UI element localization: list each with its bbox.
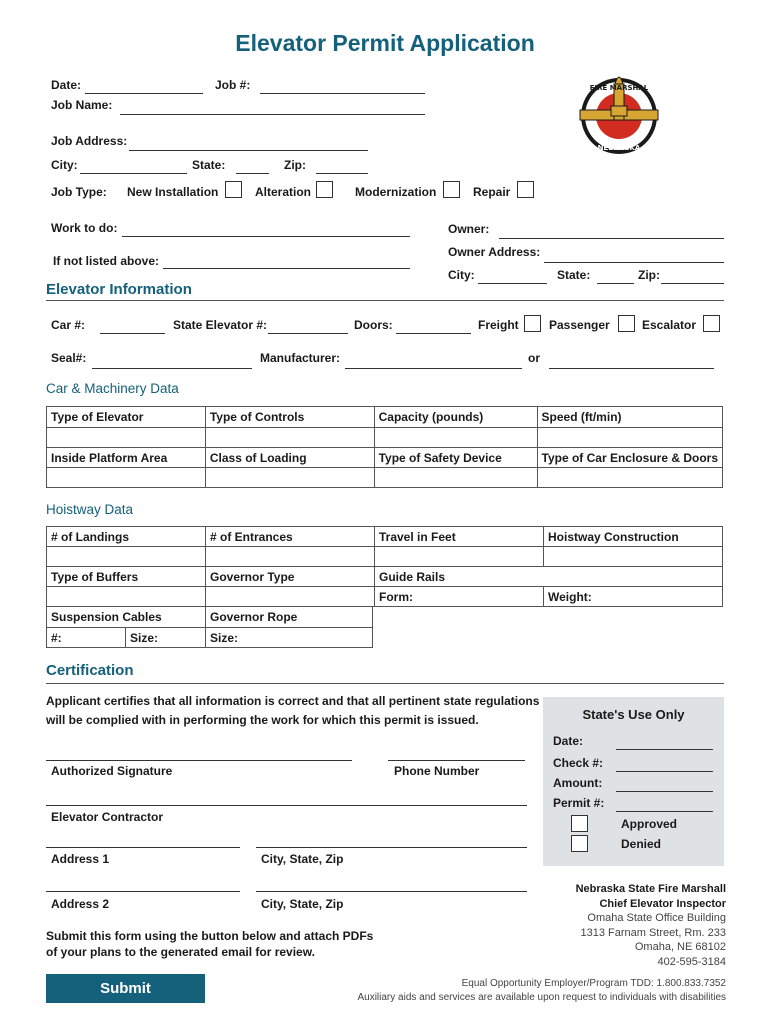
state-date-field[interactable] xyxy=(616,749,713,750)
alteration-checkbox[interactable] xyxy=(316,181,333,198)
certification-statement-line2: will be complied with in performing the work for which this permit is issued. xyxy=(46,713,479,727)
suspension-table xyxy=(46,606,373,648)
state-use-panel xyxy=(543,697,724,866)
doors-field[interactable] xyxy=(396,333,471,334)
state-elevator-label: State Elevator #: xyxy=(173,318,268,332)
type-of-elevator-input[interactable] xyxy=(47,428,206,448)
cables-size-label[interactable]: Size: xyxy=(126,628,206,648)
escalator-label: Escalator xyxy=(642,318,697,332)
footer-line2: Auxiliary aids and services are available upon request to individuals with disabilities xyxy=(357,992,726,1003)
owner-field[interactable] xyxy=(499,238,724,239)
elevator-information-heading: Elevator Information xyxy=(46,281,192,298)
owner-zip-field[interactable] xyxy=(661,283,724,284)
phone-number-label: Phone Number xyxy=(394,764,480,778)
guide-rails-label: Guide Rails xyxy=(375,567,723,587)
amount-label: Amount: xyxy=(553,776,603,790)
cables-number-label[interactable]: #: xyxy=(47,628,126,648)
car-machinery-heading: Car & Machinery Data xyxy=(46,381,179,396)
section-divider xyxy=(46,300,724,301)
permit-number-label: Permit #: xyxy=(553,796,605,810)
travel-in-feet-label: Travel in Feet xyxy=(375,527,544,547)
state-label: State: xyxy=(192,158,226,172)
address2-field[interactable] xyxy=(46,891,240,892)
owner-city-label: City: xyxy=(448,268,475,282)
certification-statement-line1: Applicant certifies that all information is correct and that all pertinent state regulations xyxy=(46,694,540,708)
if-not-listed-field[interactable] xyxy=(163,268,410,269)
landings-input[interactable] xyxy=(47,547,206,567)
hoistway-construction-label: Hoistway Construction xyxy=(544,527,723,547)
form-label[interactable]: Form: xyxy=(375,587,544,607)
submit-button[interactable]: Submit xyxy=(46,974,205,1003)
car-number-label: Car #: xyxy=(51,318,86,332)
phone-number-field[interactable] xyxy=(388,760,525,761)
state-elevator-field[interactable] xyxy=(268,333,348,334)
job-name-label: Job Name: xyxy=(51,98,113,112)
doors-label: Doors: xyxy=(354,318,393,332)
check-number-label: Check #: xyxy=(553,756,604,770)
approved-checkbox[interactable] xyxy=(571,815,588,832)
governor-type-input[interactable] xyxy=(206,587,375,607)
owner-label: Owner: xyxy=(448,222,490,236)
owner-city-field[interactable] xyxy=(478,283,547,284)
owner-zip-label: Zip: xyxy=(638,268,660,282)
type-of-controls-input[interactable] xyxy=(205,428,374,448)
contact-block xyxy=(426,882,726,969)
address1-field[interactable] xyxy=(46,847,240,848)
travel-in-feet-input[interactable] xyxy=(375,547,544,567)
job-address-field[interactable] xyxy=(129,150,368,151)
contact-org: Nebraska State Fire Marshall xyxy=(575,883,726,895)
new-installation-checkbox[interactable] xyxy=(225,181,242,198)
city-field[interactable] xyxy=(80,173,187,174)
repair-checkbox[interactable] xyxy=(517,181,534,198)
seal-number-field[interactable] xyxy=(92,368,252,369)
governor-type-label: Governor Type xyxy=(206,567,375,587)
type-of-buffers-input[interactable] xyxy=(47,587,206,607)
state-use-heading: State's Use Only xyxy=(582,707,685,722)
hoistway-construction-input[interactable] xyxy=(544,547,723,567)
manufacturer-alt-field[interactable] xyxy=(549,368,714,369)
landings-label: # of Landings xyxy=(47,527,206,547)
type-of-elevator-label: Type of Elevator xyxy=(47,407,206,428)
entrances-label: # of Entrances xyxy=(206,527,375,547)
freight-label: Freight xyxy=(478,318,519,332)
contact-building: Omaha State Office Building xyxy=(587,912,726,924)
rope-size-label[interactable]: Size: xyxy=(206,628,373,648)
city-state-zip1-label: City, State, Zip xyxy=(261,852,344,866)
new-installation-label: New Installation xyxy=(127,185,219,199)
or-label: or xyxy=(528,351,540,365)
work-to-do-field[interactable] xyxy=(122,236,410,237)
check-number-field[interactable] xyxy=(616,771,713,772)
contact-phone: 402-595-3184 xyxy=(657,955,726,968)
work-to-do-label: Work to do: xyxy=(51,221,118,235)
capacity-label: Capacity (pounds) xyxy=(374,407,537,428)
state-date-label: Date: xyxy=(553,734,584,748)
submit-note-line2: of your plans to the generated email for review. xyxy=(46,945,315,959)
governor-rope-label: Governor Rope xyxy=(206,607,373,628)
car-enclosure-label: Type of Car Enclosure & Doors xyxy=(537,448,722,468)
type-of-buffers-label: Type of Buffers xyxy=(47,567,206,587)
passenger-checkbox[interactable] xyxy=(618,315,635,332)
speed-label: Speed (ft/min) xyxy=(537,407,722,428)
denied-checkbox[interactable] xyxy=(571,835,588,852)
type-of-safety-device-label: Type of Safety Device xyxy=(374,448,537,468)
zip-field[interactable] xyxy=(316,173,368,174)
class-of-loading-input[interactable] xyxy=(205,468,374,488)
approved-label: Approved xyxy=(621,817,678,831)
entrances-input[interactable] xyxy=(206,547,375,567)
weight-label[interactable]: Weight: xyxy=(544,587,723,607)
denied-label: Denied xyxy=(621,837,662,851)
modernization-label: Modernization xyxy=(355,185,437,199)
city-state-zip1-field[interactable] xyxy=(256,847,527,848)
manufacturer-field[interactable] xyxy=(345,368,522,369)
city-label: City: xyxy=(51,158,78,172)
type-of-controls-label: Type of Controls xyxy=(205,407,374,428)
manufacturer-label: Manufacturer: xyxy=(260,351,341,365)
seal-top-text: FIRE MARSHAL xyxy=(589,84,649,92)
escalator-checkbox[interactable] xyxy=(703,315,720,332)
permit-number-field[interactable] xyxy=(616,811,713,812)
modernization-checkbox[interactable] xyxy=(443,181,460,198)
owner-state-label: State: xyxy=(557,268,591,282)
address1-label: Address 1 xyxy=(51,852,110,866)
car-machinery-table xyxy=(46,406,723,488)
job-number-field[interactable] xyxy=(260,93,425,94)
seal-number-label: Seal#: xyxy=(51,351,87,365)
owner-address-field[interactable] xyxy=(544,262,724,263)
date-label: Date: xyxy=(51,78,82,92)
hoistway-heading: Hoistway Data xyxy=(46,502,134,517)
freight-checkbox[interactable] xyxy=(524,315,541,332)
contact-street: 1313 Farnam Street, Rm. 233 xyxy=(580,926,726,939)
section-divider xyxy=(46,683,724,684)
inside-platform-area-input[interactable] xyxy=(47,468,206,488)
fire-marshal-seal xyxy=(578,66,660,158)
elevator-contractor-label: Elevator Contractor xyxy=(51,810,164,824)
page-title: Elevator Permit Application xyxy=(235,30,535,56)
capacity-input[interactable] xyxy=(374,428,537,448)
authorized-signature-label: Authorized Signature xyxy=(51,764,173,778)
repair-label: Repair xyxy=(473,185,511,199)
inside-platform-area-label: Inside Platform Area xyxy=(47,448,206,468)
contact-city: Omaha, NE 68102 xyxy=(634,941,726,953)
owner-address-label: Owner Address: xyxy=(448,245,541,259)
contact-role: Chief Elevator Inspector xyxy=(599,897,726,910)
job-address-label: Job Address: xyxy=(51,134,128,148)
if-not-listed-label: If not listed above: xyxy=(53,254,160,268)
elevator-contractor-field[interactable] xyxy=(46,805,527,806)
car-number-field[interactable] xyxy=(100,333,165,334)
hoistway-table xyxy=(46,526,723,607)
job-type-label: Job Type: xyxy=(51,185,107,199)
zip-label: Zip: xyxy=(284,158,306,172)
class-of-loading-label: Class of Loading xyxy=(205,448,374,468)
seal-bottom-text: NEBRASKA xyxy=(597,144,641,152)
state-field[interactable] xyxy=(236,173,269,174)
footer-line1: Equal Opportunity Employer/Program TDD: 1.800.833.7352 xyxy=(461,978,726,989)
speed-input[interactable] xyxy=(537,428,722,448)
amount-field[interactable] xyxy=(616,791,713,792)
car-enclosure-input[interactable] xyxy=(537,468,722,488)
address2-label: Address 2 xyxy=(51,897,110,911)
alteration-label: Alteration xyxy=(255,185,312,199)
owner-state-field[interactable] xyxy=(597,283,634,284)
authorized-signature-field[interactable] xyxy=(46,760,352,761)
city-state-zip2-label: City, State, Zip xyxy=(261,897,344,911)
job-name-field[interactable] xyxy=(120,114,425,115)
submit-note-line1: Submit this form using the button below and attach PDFs xyxy=(46,929,374,943)
date-field[interactable] xyxy=(85,93,203,94)
certification-heading: Certification xyxy=(46,662,134,679)
passenger-label: Passenger xyxy=(549,318,610,332)
type-of-safety-device-input[interactable] xyxy=(374,468,537,488)
job-number-label: Job #: xyxy=(215,78,251,92)
suspension-cables-label: Suspension Cables xyxy=(47,607,206,628)
